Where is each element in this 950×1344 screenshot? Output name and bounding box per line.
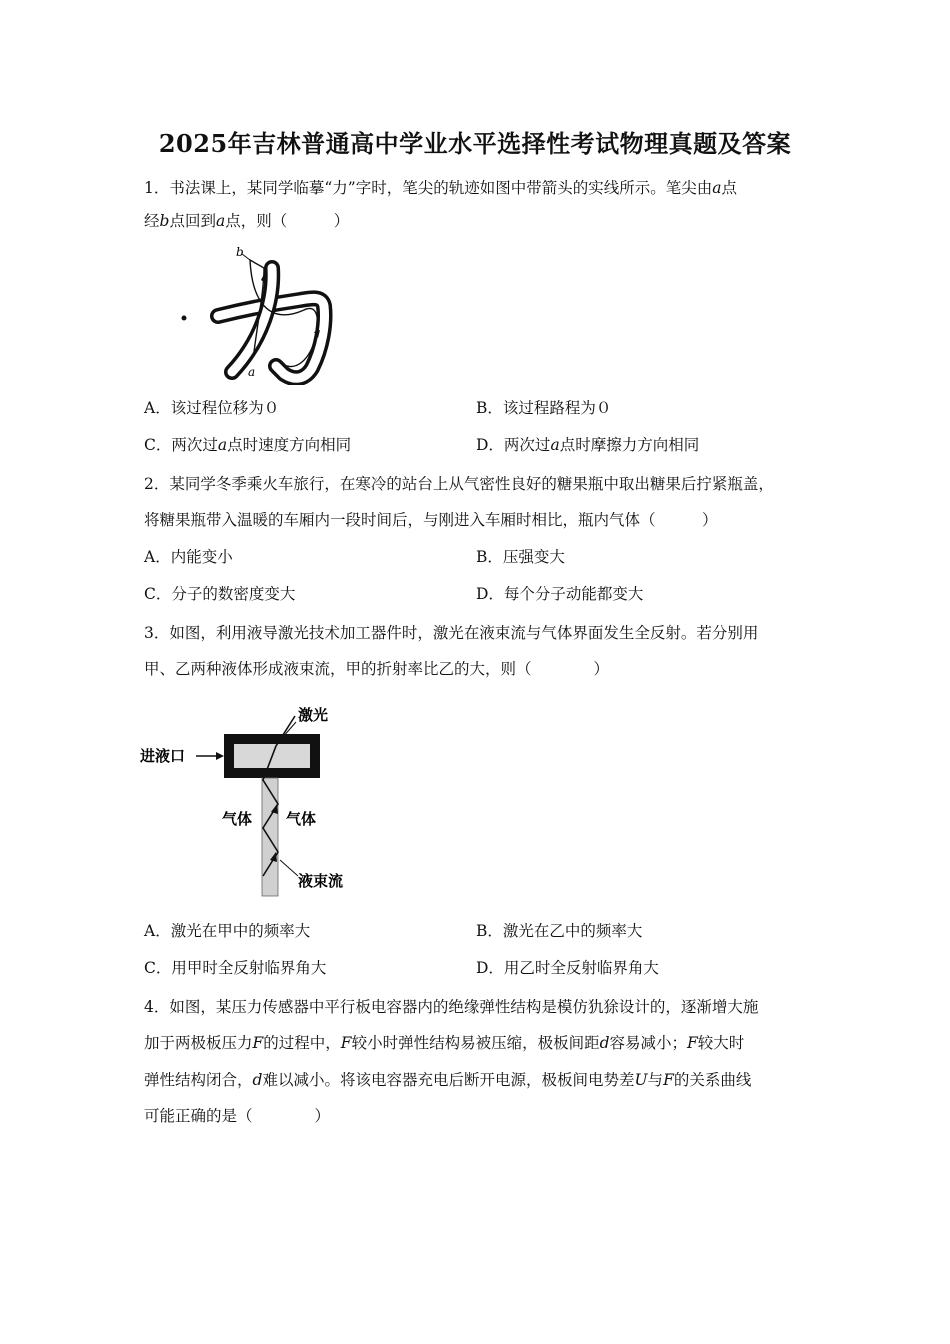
q2-option-c[interactable]: C．分子的数密度变大 <box>144 585 296 603</box>
fig-label-jet: 液束流 <box>298 872 344 890</box>
dot-mark <box>182 316 187 321</box>
q1-option-a[interactable]: A．该过程位移为０ <box>144 399 280 417</box>
page-title: 2025年吉林普通高中学业水平选择性考试物理真题及答案 <box>158 129 792 158</box>
q2-option-b[interactable]: B．压强变大 <box>476 548 565 566</box>
q3-option-d[interactable]: D．用乙时全反射临界角大 <box>476 959 659 977</box>
pen-trajectory <box>250 260 318 366</box>
q1-figure-li-character <box>172 240 342 385</box>
q2-option-a[interactable]: A．内能变小 <box>144 548 233 566</box>
fig-label-gas-left: 气体 <box>222 810 253 828</box>
fig-label-gas-right: 气体 <box>286 810 317 828</box>
q2-stem-line1: 2．某同学冬季乘火车旅行，在寒冷的站台上从气密性良好的糖果瓶中取出糖果后拧紧瓶盖， <box>144 475 774 493</box>
q3-figure-laser-jet <box>140 700 360 900</box>
liquid-jet <box>262 778 278 896</box>
q4-stem-line3: 弹性结构闭合，d难以减小。将该电容器充电后断开电源，极板间电势差U与F的关系曲线 <box>144 1071 752 1089</box>
inlet-arrow-icon <box>216 752 224 760</box>
q1-stem-line1: 1．书法课上，某同学临摹“力”字时，笔尖的轨迹如图中带箭头的实线所示。笔尖由a点 <box>144 179 737 197</box>
q1-stem-line2: 经b点回到a点，则（ ） <box>144 212 350 230</box>
fig-label-a: a <box>248 365 256 379</box>
q3-stem-line2: 甲、乙两种液体形成液束流，甲的折射率比乙的大，则（ ） <box>144 660 610 678</box>
fig-label-laser: 激光 <box>298 706 329 724</box>
q3-stem-line1: 3．如图，利用液导激光技术加工器件时，激光在液束流与气体界面发生全反射。若分别用 <box>144 624 759 642</box>
q1-option-c[interactable]: C．两次过a点时速度方向相同 <box>144 436 352 454</box>
fig-label-b: b <box>236 245 244 259</box>
q2-option-d[interactable]: D．每个分子动能都变大 <box>476 585 644 603</box>
q3-option-b[interactable]: B．激光在乙中的频率大 <box>476 922 643 940</box>
q3-option-a[interactable]: A．激光在甲中的频率大 <box>144 922 311 940</box>
q4-stem-line2: 加于两极板压力F的过程中，F较小时弹性结构易被压缩，极板间距d容易减小；F较大时 <box>144 1034 745 1052</box>
q4-stem-line1: 4．如图，某压力传感器中平行板电容器内的绝缘弹性结构是模仿犰狳设计的，逐渐增大施 <box>144 998 759 1016</box>
q1-option-b[interactable]: B．该过程路程为０ <box>476 399 612 417</box>
q2-stem-line2: 将糖果瓶带入温暖的车厢内一段时间后，与刚进入车厢时相比，瓶内气体（ ） <box>144 511 718 529</box>
q3-option-c[interactable]: C．用甲时全反射临界角大 <box>144 959 327 977</box>
fig-label-inlet: 进液口 <box>140 747 186 765</box>
q4-stem-line4: 可能正确的是（ ） <box>144 1107 331 1125</box>
q1-option-d[interactable]: D．两次过a点时摩擦力方向相同 <box>476 436 700 454</box>
